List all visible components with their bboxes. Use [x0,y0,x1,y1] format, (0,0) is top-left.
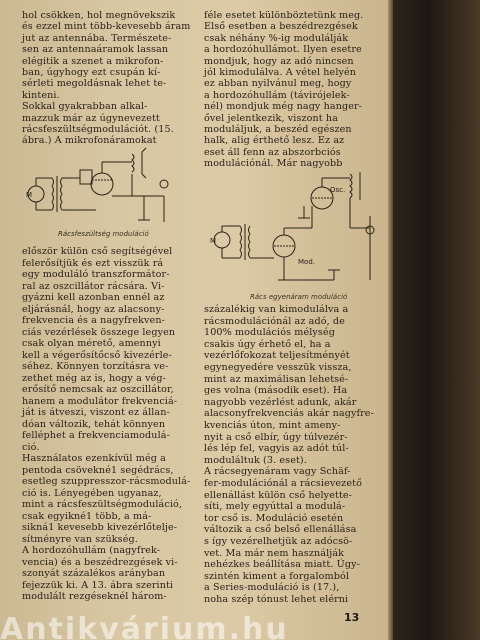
text-line: ővel jelentkezik, viszont ha [204,112,338,124]
text-line: fejezzük ki. A 13. ábra szerinti [22,579,174,591]
text-line: nyit a cső elbír, úgy túlvezér- [204,431,348,443]
text-line: kinteni. [22,89,60,101]
text-line: fer-modulációnál a rácsievezető [204,478,362,489]
mod-label: Mod. [298,258,315,266]
text-line: százalékig van kimodulálva a [204,304,349,315]
text-line: séhez. Könnyen torzításra ve- [22,361,169,372]
text-line: A hordozóhullám (nagyfrek- [22,545,161,556]
text-line: felléphet a frekvenciamodulá- [22,430,170,441]
text-line: ges volna (második eset). Ha [204,385,348,397]
grid-modulation-diagram [24,140,184,232]
text-line: nél) mondjuk még nagy hanger- [204,101,363,113]
text-line: egy moduláló transzformátor- [22,269,170,280]
mic-label-right: M [210,237,217,245]
text-line: változik a cső belső ellenállása [204,524,357,536]
left-figure-caption: Rácsfeszültség moduláció [58,230,149,238]
right-figure-caption: Rács egyenáram moduláció [250,293,348,301]
text-line: és ezzel mint több-kevesebb áram [22,21,191,33]
mic-label: M [26,191,33,199]
text-line: a Series-moduláció is (17.), [204,582,340,594]
text-line: sikná1 kevesebb kivezérlőtelje- [22,522,178,533]
text-line: gyázni kell azonban ennél az [22,292,165,303]
text-line: nehézkes beállítása miatt. Úgy- [204,559,360,571]
text-line: alacsonyfrekvenciás akár nagyfre- [204,408,374,420]
text-line: kvenciás úton, mint ameny- [204,420,341,431]
text-line: eset áll fenn az abszorbciós [204,146,341,158]
text-line: zethet még az is, hogy a vég- [22,372,166,384]
text-line: rácsmodulációnál az adó, de [204,315,345,327]
text-line: elégitik a szenet a mikrofon- [22,55,164,67]
text-line: sítményre van szükség. [22,533,138,545]
text-line: a hordozóhullámot. Ilyen esetre [204,44,362,56]
text-line: erősítő nemcsak az oszcillátor, [22,384,174,395]
text-line: mint a rácsfeszültségmoduláció, [22,499,183,510]
text-line: féle esetet különböztetünk meg. [204,10,364,21]
text-line: szintén kiment a forgalomból [204,570,349,582]
text-line: ez abban nyilvánul meg, hogy [204,78,352,90]
text-line: ció is. Lényegében ugyanaz, [22,487,162,499]
text-line: mazzuk már az úgynevezett [22,112,160,124]
text-line: sen az antennaáramok lassan [22,44,169,56]
text-line: nagyobb vezérlést adunk, akár [204,396,357,408]
text-line: Használatos ezenkívül még a [22,453,166,464]
text-line: vet. Ma már nem használják [204,547,345,559]
text-line: esetleg szuppresszor-rácsmodulá- [22,476,191,487]
text-line: először külön cső segítségével [22,246,173,257]
text-line: noha szép tónust lehet elérni [204,594,349,605]
text-line: s így vezérelhetjük az adócsö- [204,536,353,547]
text-line: ábra.) A mikrofonáramokat [22,135,157,147]
text-line: A rácsegyenáram vagy Schäf- [204,466,351,478]
text-line: jól kimodulálva. A vétel helyén [204,67,357,78]
text-line: 100% modulációs mélység [204,327,335,339]
grid-current-modulation-diagram [204,170,384,292]
text-line: csak néhány %-ig modulálják [204,32,349,44]
text-line: moduláljuk, a beszéd egészen [204,124,352,135]
text-line: tor cső is. Moduláció esetén [204,512,344,524]
text-line: jut az antennába. Természete- [22,32,172,44]
text-line: ral az oszcillátor rácsára. Vi- [22,280,165,292]
page-number: 13 [344,611,360,624]
text-line: mint az maximálisan lehetsé- [204,373,349,385]
text-line: Első esetben a beszédrezgések [204,21,358,33]
text-line: dóan változik, tehát könnyen [22,418,166,430]
watermark: Antikvárium.hu [0,612,289,640]
text-line: ció. [22,441,40,453]
text-line: csak egyikné1 több, a má- [22,510,152,522]
text-line: szonyát százalékos arányban [22,568,166,579]
text-line: moduláltuk (3. eset). [204,454,307,466]
text-line: mondjuk, hogy az adó nincsen [204,55,354,67]
text-line: ját is átveszi, viszont ez állan- [22,407,170,418]
text-line: vencia) és a beszédrezgések vi- [22,556,178,568]
text-line: csak olyan mérető, amennyi [22,338,161,349]
book-spine [393,0,480,640]
text-line: eljárásnál, hogy az alacsony- [22,303,165,315]
text-line: a hordozóhullám (távirójelek- [204,89,350,101]
text-line: ellenállást külön cső helyette- [204,489,353,501]
text-line: lés lép fel, vagyis az adót túl- [204,443,349,455]
text-line: rácsfeszültségmodulációt. (15. [22,124,174,135]
osc-label: Osc. [330,186,346,194]
text-line: Sokkal gyakrabban alkal- [22,101,148,113]
text-line: síti, mely egyúttal a modulá- [204,501,346,513]
text-line: modulált rezgéseknél három- [22,591,167,602]
text-line: sérleti megoldásnak lehet te- [22,78,167,90]
text-line: ban, úgyhogy ezt csupán kí- [22,67,161,78]
text-line: halk, alig érthető lesz. Ez az [204,135,345,147]
text-line: hol csökken, hol megnövekszik [22,10,176,21]
text-line: ciás vezérlések összege legyen [22,326,176,338]
text-line: csakis úgy érhető el, ha a [204,338,331,350]
text-line: vezérlőfokozat teljesítményét [204,350,350,362]
text-line: kell a végerősítőcső kivezérle- [22,349,172,361]
text-line: modulációnál. Már nagyobb [204,158,343,170]
text-line: pentoda csövekné1 segédrács, [22,464,174,476]
text-line: frekvencia és a nagyfrekven- [22,315,165,326]
text-line: egynegyedére vesszük vissza, [204,362,352,373]
text-line: felerősítjük és ezt visszük rá [22,257,164,269]
text-line: hanem a modulátor frekvenciá- [22,395,178,407]
